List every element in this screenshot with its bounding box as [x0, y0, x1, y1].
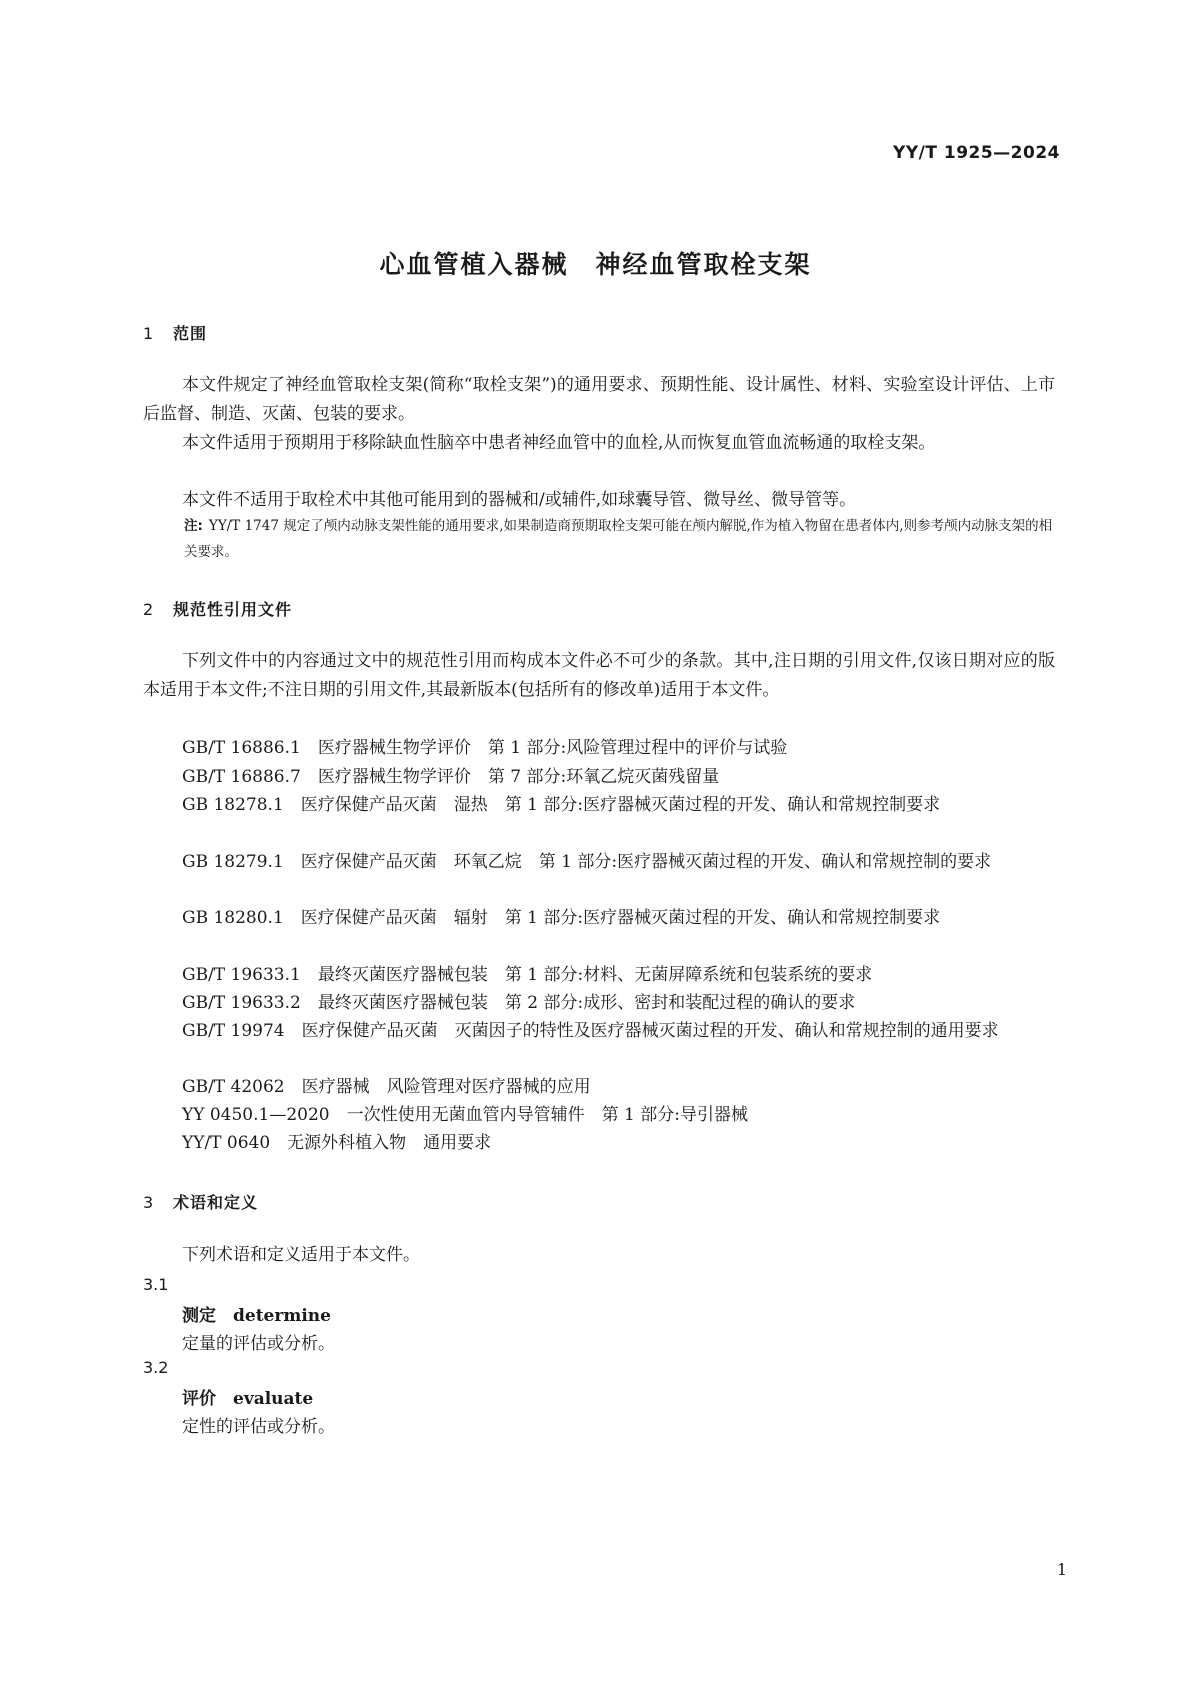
paragraph: 本文件规定了神经血管取栓支架(简称“取栓支架”)的通用要求、预期性能、设计属性、材料、实验室设计评估、上市后监督、制造、灭菌、包装的要求。	[143, 375, 1055, 424]
reference-item: GB/T 19633.2 最终灭菌医疗器械包装 第 2 部分:成形、密封和装配过程的确认的要求	[182, 993, 856, 1013]
note-text: YY/T 1747 规定了颅内动脉支架性能的通用要求,如果制造商预期取栓支架可能在颅内解脱,作为植入物留在患者体内,则参考颅内动脉支架的相关要求。	[184, 518, 1053, 560]
term-entry	[182, 1384, 313, 1409]
section-title: 术语和定义	[173, 1193, 259, 1212]
note	[184, 513, 1055, 565]
term-number: 3.2	[143, 1358, 169, 1377]
page-number: 1	[1056, 1560, 1067, 1579]
section-3-heading	[143, 1190, 258, 1213]
term-number: 3.1	[143, 1275, 169, 1294]
reference-item: GB/T 16886.1 医疗器械生物学评价 第 1 部分:风险管理过程中的评价与试验	[182, 738, 788, 758]
section-1-heading	[143, 321, 207, 344]
term-definition: 定量的评估或分析。	[182, 1334, 335, 1354]
term-zh: 测定	[182, 1306, 216, 1326]
reference-item: GB/T 42062 医疗器械 风险管理对医疗器械的应用	[182, 1077, 591, 1097]
reference-item: YY/T 0640 无源外科植入物 通用要求	[182, 1133, 492, 1153]
reference-item: GB/T 19633.1 最终灭菌医疗器械包装 第 1 部分:材料、无菌屏障系统和包装系统的要求	[182, 965, 873, 985]
section-title: 范围	[173, 324, 208, 343]
section-number: 3	[143, 1193, 155, 1212]
note-label: 注:	[184, 518, 203, 534]
term-zh: 评价	[182, 1389, 216, 1409]
paragraph: 下列文件中的内容通过文中的规范性引用而构成本文件必不可少的条款。其中,注日期的引用文件,仅该日期对应的版本适用于本文件;不注日期的引用文件,其最新版本(包括所有的修改单)适用于本文件。	[143, 651, 1055, 700]
section-2-heading	[143, 597, 292, 620]
term-en: evaluate	[233, 1389, 314, 1409]
reference-item: GB 18278.1 医疗保健产品灭菌 湿热 第 1 部分:医疗器械灭菌过程的开发、确认和常规控制要求	[182, 795, 941, 815]
term-entry	[182, 1301, 331, 1326]
section-number: 1	[143, 324, 155, 343]
term-definition: 定性的评估或分析。	[182, 1417, 335, 1437]
standard-number: YY/T 1925—2024	[893, 143, 1060, 163]
section-number: 2	[143, 600, 155, 619]
reference-item: GB/T 16886.7 医疗器械生物学评价 第 7 部分:环氧乙烷灭菌残留量	[182, 767, 720, 787]
reference-item: GB 18280.1 医疗保健产品灭菌 辐射 第 1 部分:医疗器械灭菌过程的开发、确认和常规控制要求	[182, 908, 941, 928]
section-title: 规范性引用文件	[173, 600, 293, 619]
paragraph: 本文件适用于预期用于移除缺血性脑卒中患者神经血管中的血栓,从而恢复血管血流畅通的取栓支架。	[182, 433, 936, 453]
paragraph: 下列术语和定义适用于本文件。	[182, 1245, 420, 1265]
term-en: determine	[233, 1306, 331, 1326]
reference-item: YY 0450.1—2020 一次性使用无菌血管内导管辅件 第 1 部分:导引器械	[182, 1105, 748, 1125]
document-title: 心血管植入器械 神经血管取栓支架	[379, 250, 812, 279]
paragraph: 本文件不适用于取栓术中其他可能用到的器械和/或辅件,如球囊导管、微导丝、微导管等。	[182, 490, 857, 510]
reference-item: GB/T 19974 医疗保健产品灭菌 灭菌因子的特性及医疗器械灭菌过程的开发、确认和常规控制的通用要求	[182, 1021, 999, 1041]
reference-item: GB 18279.1 医疗保健产品灭菌 环氧乙烷 第 1 部分:医疗器械灭菌过程的开发、确认和常规控制的要求	[182, 852, 992, 872]
